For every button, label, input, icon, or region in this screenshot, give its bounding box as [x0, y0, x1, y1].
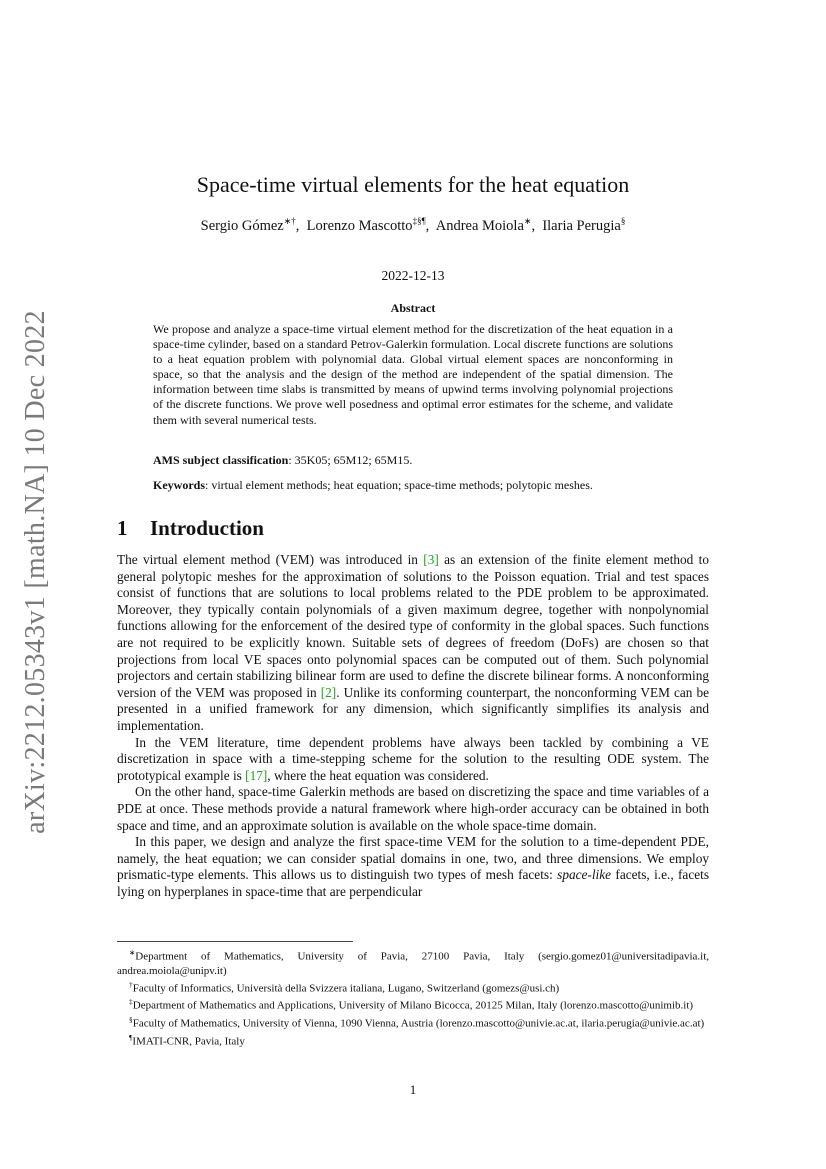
footnote-mark: §	[129, 1014, 133, 1024]
keywords	[153, 478, 673, 493]
footnote-text: Department of Mathematics and Applications, University of Milano Bicocca, 20125 Milan, Italy (lorenzo.mascotto@unimib.it)	[132, 999, 694, 1012]
citation-link[interactable]: [3]	[423, 552, 439, 567]
arxiv-identifier-stamp	[6, 312, 66, 832]
ams-classification	[153, 453, 673, 468]
footnote	[117, 978, 709, 996]
paper-date: 2022-12-13	[381, 268, 445, 283]
footnote-text: Faculty of Informatics, Università della Svizzera italiana, Lugano, Switzerland (gomezs@usi.ch)	[132, 982, 560, 995]
citation-link[interactable]: [17]	[245, 767, 268, 783]
text-run: In this paper, we design and analyze the first space-time VEM for the solution to a time-dependent PDE, namely, the heat equation; we can consider spatial domains in one, two, and three dimensions. We employ prismatic-type elements. This allows us to distinguish two types of mesh facets:	[117, 834, 709, 883]
text-run: . Unlike its conforming counterpart, the nonconforming VEM can be presented in a unified framework for any dimension, which significantly simplifies its analysis and implementation.	[117, 684, 710, 733]
footnote-mark: †	[129, 979, 133, 989]
footnote	[117, 1013, 709, 1031]
footnote-mark: ∗	[129, 948, 136, 957]
author-name: Sergio Gómez	[200, 217, 284, 234]
keywords-label: Keywords	[153, 478, 205, 492]
abstract-heading: Abstract	[390, 301, 436, 315]
text-run: , where the heat equation was considered.	[267, 767, 489, 783]
author-affiliation-mark: ‡§¶	[412, 216, 426, 226]
author-name: Andrea Moiola	[435, 217, 524, 234]
author-affiliation-mark: ∗†	[283, 216, 296, 226]
text-run: facets, i.e., facets lying on hyperplanes in space-time that are perpendicular	[117, 867, 710, 899]
text-run: as an extension of the finite element method to general polytopic meshes for the approximation of solutions to the Poisson equation. Trial and test spaces consist of functions that are solutions to local problems related to the PDE problem to be approximated. Moreover, they typically contain polynomials of a given maximum degree, together with nonpolynomial functions allowing for the enforcement of the desired type of conformity in the global spaces. Such functions are not required to be explicitly known. Suitable sets of degrees of freedom (DoFs) are chosen so that projections from local VE spaces onto polynomial spaces can be computed out of them. Such polynomial projectors and certain stabilizing bilinear form are used to define the discrete bilinear forms. A nonconforming version of the VEM was proposed in	[117, 552, 710, 700]
footnote-text: Faculty of Mathematics, University of Vienna, 1090 Vienna, Austria (lorenzo.mascotto@univie.ac.at, ilaria.perugia@univie.ac.at)	[132, 1017, 705, 1030]
ams-label: AMS subject classification	[153, 453, 289, 467]
footnotes	[117, 946, 709, 1048]
author-name: Ilaria Perugia	[542, 217, 621, 234]
footnote	[117, 995, 709, 1013]
section-title: Introduction	[150, 516, 264, 540]
footnote	[117, 946, 709, 978]
citation-link[interactable]: [2]	[320, 684, 337, 700]
introduction-body	[117, 552, 709, 900]
text-run: In the VEM literature, time dependent problems have always been tackled by combining a VE discretization in space with a time-stepping scheme for the solution to the resulting ODE system. The prototypical example is	[117, 734, 709, 783]
paragraph	[117, 735, 709, 785]
section-heading-introduction	[117, 516, 264, 541]
footnote	[117, 1031, 709, 1049]
paragraph: On the other hand, space-time Galerkin methods are based on discretizing the space and time variables of a PDE at once. These methods provide a natural framework where high-order accuracy can be obtained in both space and time, and an approximate solution is available on the whole space-time domain.	[117, 784, 709, 833]
footnote-mark: ‡	[129, 997, 133, 1007]
keywords-list: : virtual element methods; heat equation; space-time methods; polytopic meshes.	[205, 478, 593, 492]
text-run: The virtual element method (VEM) was introduced in	[117, 552, 424, 567]
page-number: 1	[409, 1082, 417, 1097]
footnote-text: Department of Mathematics, University of Pavia, 27100 Pavia, Italy (sergio.gomez01@universitadipavia.it, andrea.moiola@unipv.it)	[117, 950, 709, 977]
paper-title: Space-time virtual elements for the heat equation	[196, 172, 630, 197]
arxiv-stamp-text: arXiv:2212.05343v1 [math.NA] 10 Dec 2022	[20, 310, 51, 834]
emphasis: space-like	[557, 867, 612, 883]
paragraph	[117, 834, 709, 900]
author-affiliation-mark: ∗	[523, 216, 532, 226]
author-name: Lorenzo Mascotto	[306, 217, 413, 234]
author-list: Sergio Gómez∗†, Lorenzo Mascotto‡§¶, Andrea Moiola∗, Ilaria Perugia§	[200, 216, 626, 234]
footnote-text: IMATI-CNR, Pavia, Italy	[132, 1035, 245, 1048]
footnote-rule	[117, 941, 353, 942]
ams-codes: : 35K05; 65M12; 65M15.	[288, 453, 413, 467]
author-affiliation-mark: §	[620, 216, 626, 226]
abstract-text: We propose and analyze a space-time virtual element method for the discretization of the heat equation in a space-time cylinder, based on a standard Petrov-Galerkin formulation. Local discrete functions are solutions to a heat equation problem with polynomial data. Global virtual element spaces are nonconforming in space, so that the analysis and the design of the method are independent of the spatial dimension. The information between time slabs is transmitted by means of upwind terms involving polynomial projections of the discrete functions. We prove well posedness and optimal error estimates for the scheme, and validate them with several numerical tests.	[153, 322, 673, 427]
section-number: 1	[117, 516, 128, 540]
footnote-mark: ¶	[129, 1032, 133, 1042]
paragraph	[117, 552, 709, 735]
